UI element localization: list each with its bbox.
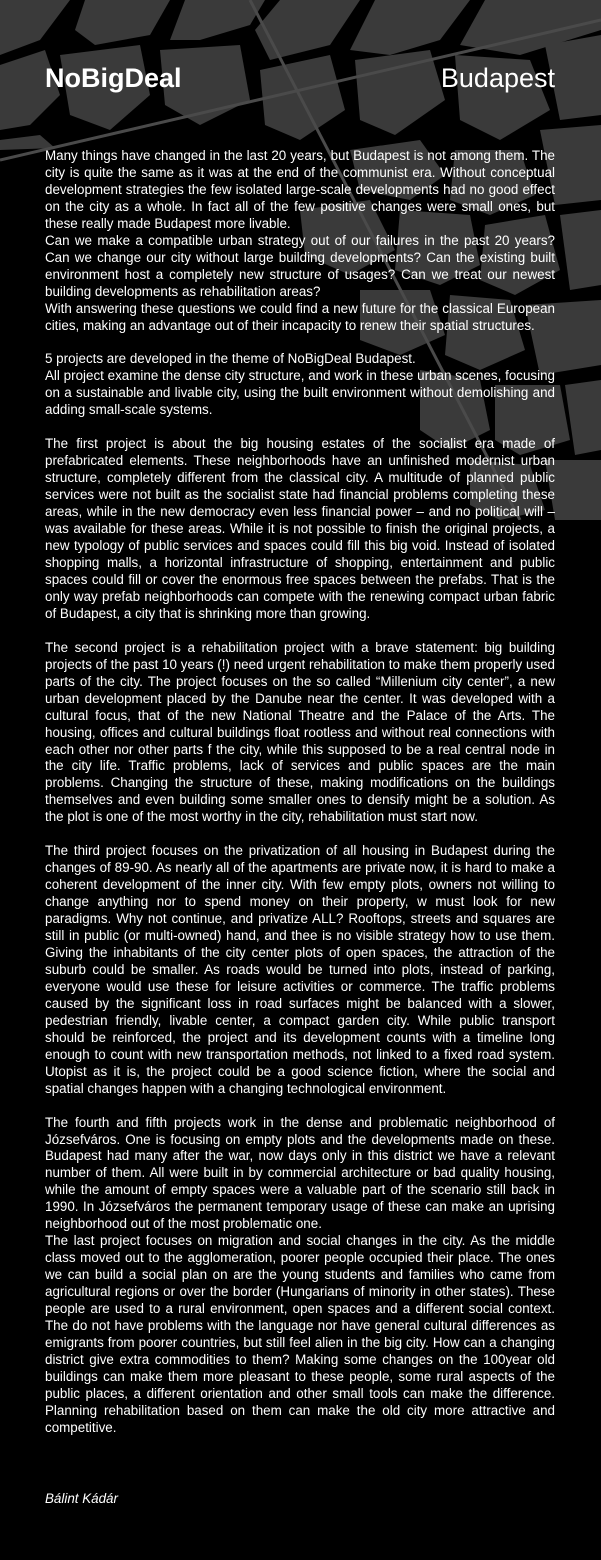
- page-header: [45, 63, 555, 94]
- author-signature: Bálint Kádár: [45, 1491, 118, 1506]
- paragraph: The fourth and fifth projects work in the dense and problematic neighborhood of Józsefváros. One is focusing on empty plots and the developments made on these. Budapest had many after the war, now days only in this district we have a relevant number of them. All were built in by commercial architecture or bad quality housing, while the amount of empty spaces were a valuable part of the scenario still back in 1990. In Józsefváros the permanent temporary usage of these can make an uprising neighborhood out of the most problematic one.: [45, 1114, 555, 1232]
- article-body: [45, 148, 555, 1437]
- paragraph: 5 projects are developed in the theme of NoBigDeal Budapest.: [45, 351, 416, 367]
- paragraph: The third project focuses on the privatization of all housing in Budapest during the changes of 89-90. As nearly all of the apartments are private now, it is hard to make a coherent development of the inner city. With few empty plots, owners not willing to change anything nor to spend money on their property, w must look for new paradigms. Why not continue, and privatize ALL? Rooftops, streets and squares are still in public (or multi-owned) hand, and thee is no visible strategy how to use them. Giving the inhabitants of the city center plots of open spaces, the attraction of the suburb could be smaller. As roads would be turned into plots, instead of parking, everyone would use these for leisure activities or commerce. The traffic problems caused by the significant loss in road surfaces might be balanced with a slower, pedestrian friendly, livable center, a compact garden city. While public transport should be reinforced, the project and its development counts with a timeline long enough to count with new transportation methods, not linked to a fixed road system. Utopist as it is, the project could be a good science fiction, where the social and spatial changes happen with a changing technological environment.: [45, 843, 555, 1096]
- paragraph: The first project is about the big housing estates of the socialist era made of prefabricated elements. These neighborhoods have an unfinished modernist urban structure, completely different from the classical city. A multitude of planned public services were not built as the socialist state had financial problems completing these areas, while in the new democracy even less financial power – and no political will – was available for these areas. While it is not possible to finish the original projects, a new typology of public services and spaces could fill this big void. Instead of isolated shopping malls, a horizontal infrastructure of shopping, entertainment and public spaces could fill or cover the enormous free spaces between the prefabs. That is the only way prefab neighborhoods can compete with the renewing compact urban fabric of Budapest, a city that is shrinking more than growing.: [45, 436, 555, 621]
- paragraph: The second project is a rehabilitation project with a brave statement: big building projects of the past 10 years (!) need urgent rehabilitation to make them properly used parts of the city. The project focuses on the so called “Millenium city center”, a new urban development placed by the Danube near the center. It was developed with a cultural focus, that of the new National Theatre and the Palace of the Arts. The housing, offices and cultural buildings float rootless and without real connections with each other nor other parts f the city, while this supposed to be a real central node in the city life. Traffic problems, lack of services and public spaces are the main problems. Changing the structure of these, making modifications on the buildings themselves and even building some smaller ones to densify might be a solution. As the plot is one of the most worthy in the city, rehabilitation must start now.: [45, 639, 555, 825]
- paragraph: Many things have changed in the last 20 years, but Budapest is not among them. The city is quite the same as it was at the end of the communist era. Without conceptual development strategies the few isolated large-scale developments had no good effect on the city as a whole. In fact all of the few positive changes were small ones, but these really made Budapest more livable.: [45, 148, 555, 231]
- city-name: Budapest: [440, 63, 555, 93]
- paragraph: All project examine the dense city structure, and work in these urban scenes, focusing on a sustainable and livable city, using the built environment without demolishing and adding small-scale systems.: [45, 368, 555, 418]
- paragraph: With answering these questions we could find a new future for the classical European cities, making an advantage out of their incapacity to renew their spatial structures.: [45, 300, 555, 333]
- paragraph: The last project focuses on migration and social changes in the city. As the middle class moved out to the agglomeration, poorer people occupied their place. The ones we can build a social plan on are the young students and families who came from agricultural regions or over the border (Hungarians of minority in other states). These people are used to a rural environment, open spaces and a different social context. The do not have problems with the language nor have general cultural differences as emigrants from poorer countries, but still feel alien in the big city. How can a changing district give extra commodities to them? Making some changes on the 100year old buildings can make them more pleasant to these people, some rural aspects of the public places, a different orientation and other small tools can make the difference. Planning rehabilitation based on them can make the old city more attractive and competitive.: [45, 1233, 555, 1435]
- page-title: NoBigDeal: [45, 63, 182, 93]
- paragraph: Can we make a compatible urban strategy out of our failures in the past 20 years? Can we change our city without large building developments? Can the existing built environment host a completely new structure of usages? Can we treat our newest building developments as rehabilitation areas?: [45, 232, 555, 299]
